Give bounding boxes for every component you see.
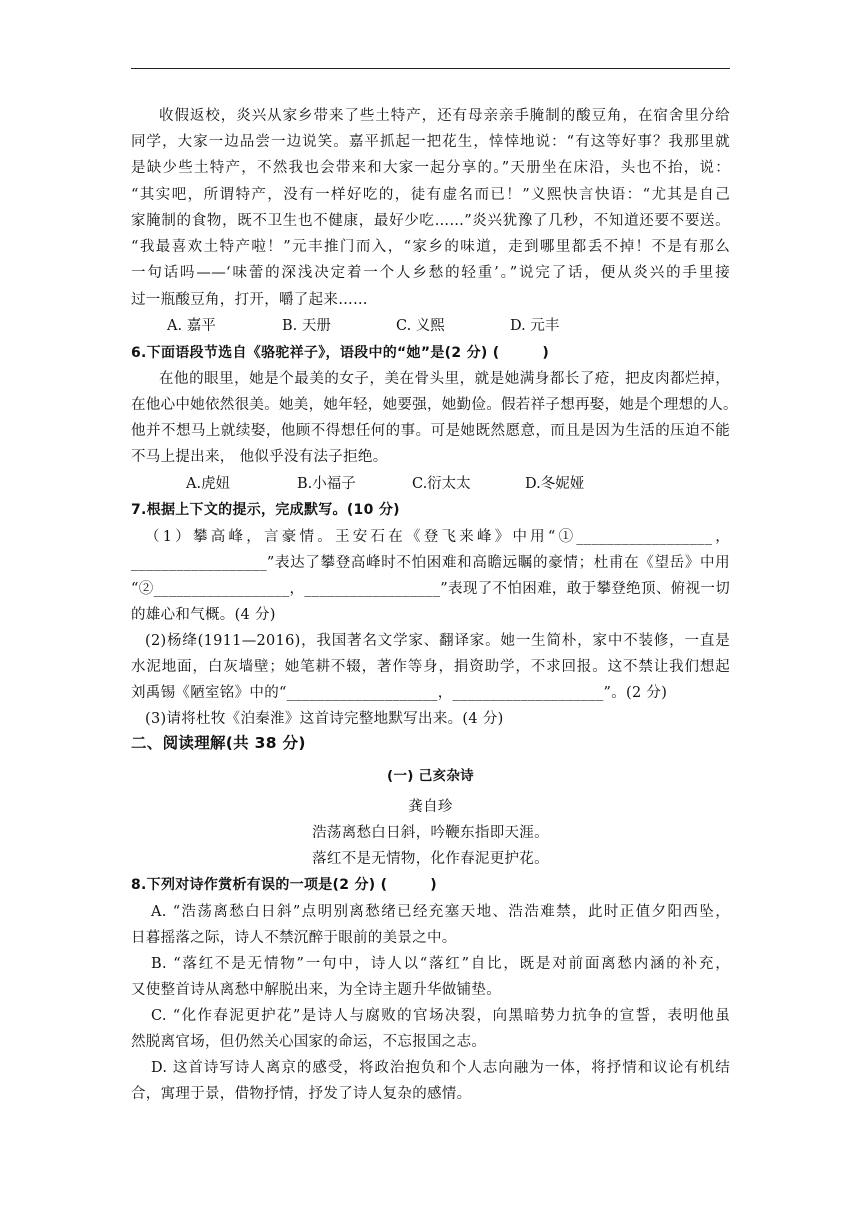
passage-line: 一句话吗——‘味蕾的深浅决定着一个人乡愁的轻重’。”说完了话，便从炎兴的手里接 bbox=[131, 265, 730, 281]
option-c[interactable]: C.衍太太 bbox=[412, 476, 471, 492]
q8-option-d-cont: 合，寓理于景，借物抒情，抒发了诗人复杂的感情。 bbox=[131, 1086, 472, 1102]
q8-option-c[interactable]: C. “化作春泥更护花”是诗人与腐败的官场决裂，向黑暗势力抗争的宣誓，表明他虽 bbox=[151, 1008, 730, 1024]
passage-line: 是缺少些土特产，不然我也会带来和大家一起分享的。”天册坐在床沿，头也不抬，说： bbox=[131, 160, 730, 176]
q6-passage-line: 不马上提出来， 他似乎没有法子拒绝。 bbox=[131, 449, 388, 465]
option-b[interactable]: B. 天册 bbox=[282, 318, 331, 334]
option-a[interactable]: A. 嘉平 bbox=[167, 318, 216, 334]
poem-line: 落红不是无情物，化作春泥更护花。 bbox=[312, 851, 549, 867]
q7-part1-line: （1）攀高峰，言豪情。王安石在《登飞来峰》中用“①__________________， bbox=[145, 529, 730, 545]
q7-part2-line: 刘禹锡《陋室铭》中的“____________________，____________________”。(2 分) bbox=[131, 685, 668, 701]
q7-part3-line: (3)请将杜牧《泊秦淮》这首诗完整地默写出来。(4 分) bbox=[145, 711, 504, 727]
question-7-stem: 7.根据上下文的提示，完成默写。(10 分) bbox=[131, 502, 400, 518]
header-rule bbox=[131, 68, 730, 69]
section-title: 二、阅读理解(共 38 分) bbox=[131, 734, 306, 752]
q8-option-a[interactable]: A. “浩荡离愁白日斜”点明别离愁绪已经充塞天地、浩浩难禁，此时正值夕阳西坠， bbox=[151, 904, 730, 920]
q7-part2-line: (2)杨绛(1911—2016)，我国著名文学家、翻译家。她一生简朴，家中不装修，一直是 bbox=[145, 633, 730, 649]
question-6-stem: 6.下面语段节选自《骆驼祥子》，语段中的“她”是(2 分) ( ) bbox=[131, 345, 550, 361]
poem-author: 龚自珍 bbox=[408, 799, 453, 815]
option-d[interactable]: D. 元丰 bbox=[510, 318, 560, 334]
option-a[interactable]: A.虎妞 bbox=[186, 476, 231, 492]
poem-line: 浩荡离愁白日斜，吟鞭东指即天涯。 bbox=[312, 825, 549, 841]
option-c[interactable]: C. 义熙 bbox=[396, 318, 445, 334]
passage-line: 同学，大家一边品尝一边说笑。嘉平抓起一把花生，悻悻地说：“有这等好事？我那里就 bbox=[131, 134, 730, 150]
question-8-stem: 8.下列对诗作赏析有误的一项是(2 分) ( ) bbox=[131, 877, 437, 893]
q7-part2-line: 水泥地面，白灰墙壁；她笔耕不辍，著作等身，捐资助学，不求回报。这不禁让我们想起 bbox=[131, 659, 730, 675]
q8-option-b-cont: 又使整首诗从离愁中解脱出来，为全诗主题升华做铺垫。 bbox=[131, 982, 501, 998]
passage-line: “其实吧，所谓特产，没有一样好吃的，徒有虚名而已！”义熙快言快语：“尤其是自己 bbox=[131, 187, 730, 203]
q7-part1-line: __________________”表达了攀登高峰时不怕困难和高瞻远瞩的豪情；杜甫在《望岳》中用 bbox=[131, 555, 730, 571]
poem-title: (一) 己亥杂诗 bbox=[387, 768, 474, 784]
q6-passage-line: 在他的眼里，她是个最美的女子，美在骨头里，就是她满身都长了疮，把皮肉都烂掉， bbox=[159, 371, 730, 387]
passage-line: “我最喜欢土特产啦！”元丰推门而入，“家乡的味道，走到哪里都丢不掉！不是有那么 bbox=[131, 239, 730, 255]
q6-passage-line: 他并不想马上就续娶，他顾不得想任何的事。可是她既然愿意，而且是因为生活的压迫不能 bbox=[131, 423, 730, 439]
q7-part1-line: “②__________________，__________________”表现了不怕困难，敢于攀登绝顶、俯视一切 bbox=[131, 581, 730, 597]
q8-option-c-cont: 然脱离官场，但仍然关心国家的命运，不忘报国之志。 bbox=[131, 1034, 487, 1050]
passage-line: 收假返校，炎兴从家乡带来了些土特产，还有母亲亲手腌制的酸豆角，在宿舍里分给 bbox=[159, 108, 730, 124]
passage-line: 家腌制的食物，既不卫生也不健康，最好少吃……”炎兴犹豫了几秒，不知道还要不要送。 bbox=[131, 213, 730, 229]
option-d[interactable]: D.冬妮娅 bbox=[525, 476, 585, 492]
option-b[interactable]: B.小福子 bbox=[297, 476, 356, 492]
q8-option-a-cont: 日暮摇落之际，诗人不禁沉醉于眼前的美景之中。 bbox=[131, 930, 457, 946]
q7-part1-line: 的雄心和气概。(4 分) bbox=[131, 607, 276, 623]
q8-option-b[interactable]: B. “落红不是无情物”一句中，诗人以“落红”自比，既是对前面离愁内涵的补充， bbox=[151, 956, 730, 972]
q6-passage-line: 在他心中她依然很美。她美，她年轻，她要强，她勤俭。假若祥子想再娶，她是个理想的人。 bbox=[131, 397, 738, 413]
passage-line: 过一瓶酸豆角，打开，嚼了起来…… bbox=[131, 292, 368, 308]
q8-option-d[interactable]: D. 这首诗写诗人离京的感受，将政治抱负和个人志向融为一体，将抒情和议论有机结 bbox=[151, 1060, 730, 1076]
